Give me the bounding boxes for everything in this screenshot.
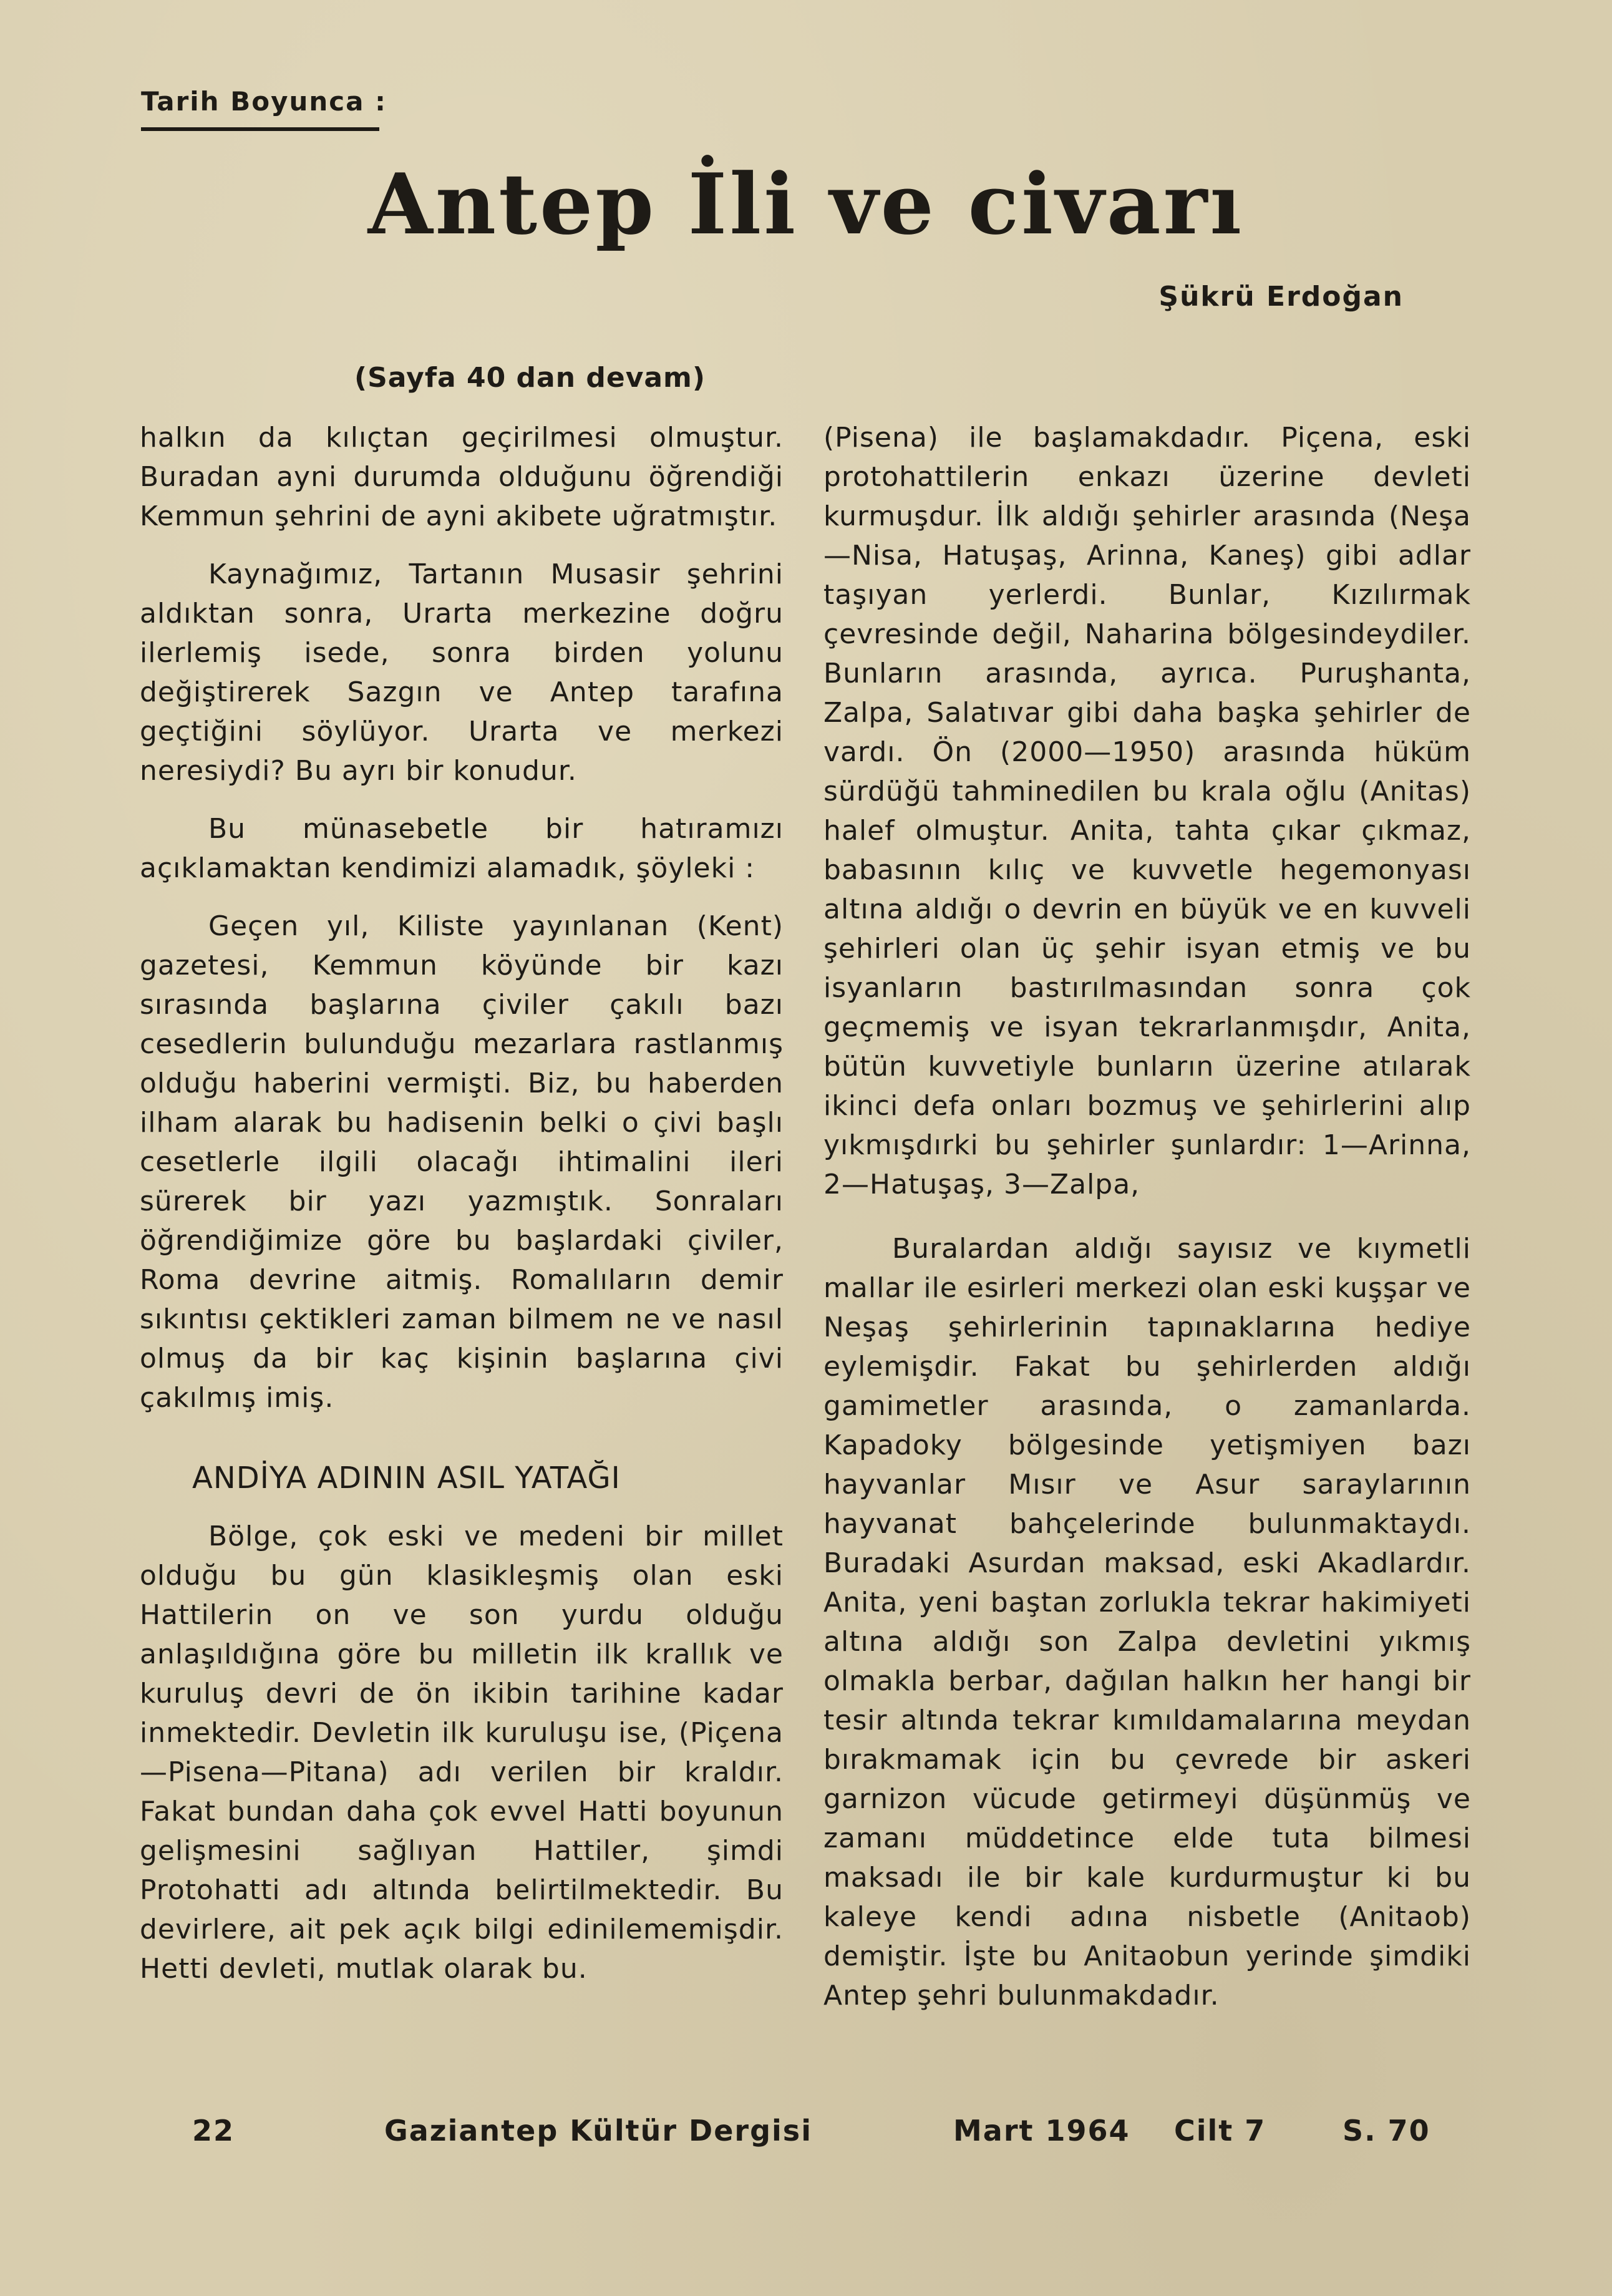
paragraph: Kaynağımız, Tartanın Musasir şehrini aldıktan sonra, Urarta merkezine doğru ilerlemiş isede, sonra birden yolunu değiştirerek Sazgın ve Antep tarafına geçtiğini söylüyor. Urarta ve merkezi neresiydi? Bu ayrı bir konudur.: [140, 558, 784, 787]
issue-date: Mart 1964: [953, 2114, 1130, 2148]
volume-number: Cilt 7: [1174, 2114, 1266, 2148]
article-title: Antep İli ve civarı: [367, 155, 1245, 253]
right-column: [823, 418, 1471, 2015]
paragraph: Bölge, çok eski ve medeni bir millet olduğu bu gün klasikleşmiş olan eski Hattilerin on ve son yurdu olduğu anlaşıldığına göre bu milletin ilk krallık ve kuruluş devri de ön ikibin tarihine kadar inmektedir. Devletin ilk kuruluşu ise, (Piçena—Pisena—Pitana) adı verilen bir kraldır. Fakat bundan daha çok evvel Hatti boyunun gelişmesini sağlıyan Hattiler, şimdi Protohatti adı altında belirtilmektedir. Bu devirlere, ait pek açık bilgi edinilememişdir. Hetti devleti, mutlak olarak bu.: [140, 1520, 784, 1985]
issue-number: S. 70: [1343, 2114, 1430, 2148]
magazine-name: Gaziantep Kültür Dergisi: [384, 2114, 812, 2148]
left-column: [140, 418, 784, 1988]
paragraph: (Pisena) ile başlamakdadır. Piçena, eski protohattilerin enkazı üzerine devleti kurmuşdur. İlk aldığı şehirler arasında (Neşa—Nisa, Hatuşaş, Arinna, Kaneş) gibi adlar taşıyan yerlerdi. Bunlar, Kızılırmak çevresinde değil, Naharina bölgesindeydiler. Bunların arasında, ayrıca. Puruşhanta, Zalpa, Salatıvar gibi daha başka şehirler de vardı. Ön (2000—1950) arasında hüküm sürdüğü tahminedilen bu krala oğlu (Anitas) halef olmuştur. Anita, tahta çıkar çıkmaz, babasının kılıç ve kuvvetle hegemonyası altına aldığı o devrin en büyük ve en kuvveli şehirleri olan üç şehir isyan etmiş ve bu isyanların bastırılmasından sonra çok geçmemiş ve isyan tekrarlanmışdır, Anita, bütün kuvvetiyle bunların üzerine atılarak ikinci defa onları bozmuş ve şehirlerini alıp yıkmışdırki bu şehirler şunlardır: 1—Arinna, 2—Hatuşaş, 3—Zalpa,: [823, 422, 1471, 1200]
paragraph: Bu münasebetle bir hatıramızı açıklamaktan kendimizi alamadık, şöyleki :: [140, 813, 784, 884]
author-name: Şükrü Erdoğan: [1158, 281, 1404, 313]
section-label: Tarih Boyunca :: [141, 86, 387, 117]
paragraph: Buralardan aldığı sayısız ve kıymetli mallar ile esirleri merkezi olan eski kuşşar ve Neşaş şehirlerinin tapınaklarına hediye eylemişdir. Fakat bu şehirlerden aldığı gamimetler arasında, o zamanlarda. Kapadoky bölgesinde yetişmiyen bazı hayvanlar Mısır ve Asur saraylarının hayvanat bahçelerinde bulunmaktaydı. Buradaki Asurdan maksad, eski Akadlardır. Anita, yeni baştan zorlukla tekrar hakimiyeti altına aldığı son Zalpa devletini yıkmış olmakla berbar, dağılan halkın her hangi bir tesir altında tekrar kımıldamalarına meydan bırakmamak için bu çevrede bir askeri garnizon vücude getirmeyi düşünmüş ve zamanı müddetince elde tuta bilmesi maksadı ile bir kale kurdurmuştur ki bu kaleye kendi adına nisbetle (Anitaob) demiştir. İşte bu Anitaobun yerinde şimdiki Antep şehri bulunmakdadır.: [823, 1233, 1471, 2011]
paragraph: Geçen yıl, Kiliste yayınlanan (Kent) gazetesi, Kemmun köyünde bir kazı sırasında başlarına çiviler çakılı bazı cesedlerin bulunduğu mezarlara rastlanmış olduğu haberini vermişti. Biz, bu haberden ilham alarak bu hadisenin belki o çivi başlı cesetlerle ilgili olacağı ihtimalini ileri sürerek bir yazı yazmıştık. Sonraları öğrendiğimize göre bu başlardaki çiviler, Roma devrine aitmiş. Romalıların demir sıkıntısı çektikleri zaman bilmem ne ve nasıl olmuş da bir kaç kişinin başlarına çivi çakılmış imiş.: [140, 910, 784, 1414]
continued-note: (Sayfa 40 dan devam): [354, 362, 706, 394]
paragraph: halkın da kılıçtan geçirilmesi olmuştur. Buradan ayni durumda olduğunu öğrendiği Kemmun şehrini de ayni akibete uğratmıştır.: [140, 422, 784, 532]
section-heading: ANDİYA ADININ ASIL YATAĞI: [192, 1461, 621, 1496]
page-number: 22: [192, 2114, 235, 2148]
section-rule: [141, 127, 379, 131]
